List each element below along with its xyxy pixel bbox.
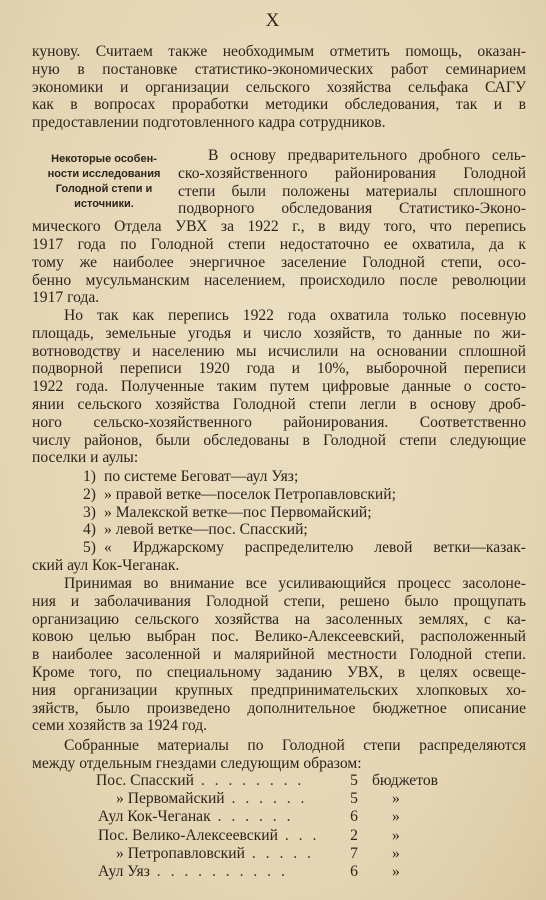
margin-note-line: Некоторые особен-	[51, 153, 157, 165]
budget-count: 5	[350, 790, 358, 808]
settlement-label: Аул Кок-Чеганак	[98, 808, 211, 826]
list-item-number: 3)	[83, 503, 96, 521]
table-row	[32, 827, 526, 845]
text-line: экономики и организации сельского хозяйства сельфака САГУ	[32, 78, 526, 96]
settlement-name	[32, 845, 336, 863]
budget-count: 6	[350, 863, 358, 881]
list-item-number: 4)	[83, 521, 96, 539]
budget-unit: бюджетов	[372, 772, 438, 789]
list-item	[32, 468, 526, 486]
leader-dots: . . . . .	[244, 844, 314, 862]
list-item	[32, 504, 526, 522]
paragraph-salinization	[32, 575, 526, 735]
text-line: как в вопросах проработки методики обследования, так и в	[32, 96, 526, 114]
settlement-name	[32, 790, 336, 808]
table-row	[32, 790, 526, 808]
page-number: X	[265, 10, 281, 31]
text-line: между отдельным гнездами следующим образом:	[32, 754, 362, 772]
intro-paragraph	[32, 43, 526, 132]
text-line: подворной переписи 1920 года и 10%, выборочной переписи	[32, 360, 526, 378]
list-item	[32, 539, 526, 557]
table-row	[32, 845, 526, 863]
text-line: янии сельского хозяйства Голодной степи легли в основу дроб-	[32, 395, 526, 413]
text-line: площадь, земельные угодья и число хозяйств, то данные по жи-	[32, 324, 526, 342]
budget-unit: »	[392, 826, 400, 844]
text-line: ния и заболачивания Голодной степи, решено было прощупать	[32, 592, 526, 610]
text-line: 1917 года.	[32, 289, 100, 307]
leader-dots: . . .	[277, 826, 320, 844]
budget-unit: »	[392, 808, 400, 826]
text-line: предоставлении подготовленного кадра сотрудников.	[32, 114, 386, 132]
settlement-label: Пос. Спасский	[96, 772, 194, 789]
text-line: поселки и аулы:	[32, 449, 139, 467]
text-line: Но так как перепись 1922 года охватила только посевную	[64, 307, 526, 324]
settlement-label: » Петропавловский	[116, 844, 245, 862]
leader-dots: . . . . . . . . . .	[149, 863, 288, 881]
text-line: числу районов, были обследованы в Голодной степи следующие	[32, 431, 526, 449]
list-item-number: 5)	[83, 539, 96, 557]
settlement-name	[32, 772, 336, 790]
list-item	[32, 521, 526, 539]
paragraph-census	[32, 307, 526, 467]
list-item-number: 1)	[83, 468, 96, 485]
text-line: ковою целью выбран пос. Велико-Алексеевский, расположенный	[32, 628, 526, 646]
text-line: мического Отдела УВХ за 1922 г., в виду того, что перепись	[32, 218, 526, 236]
list-item-text: » левой ветке—пос. Спасский;	[104, 521, 308, 539]
text-line: ния организации крупных предпринимательских хлопковых хо-	[32, 681, 526, 699]
text-line: В основу предварительного дробного сель-	[208, 147, 526, 164]
settlement-name	[32, 863, 336, 881]
budget-unit: »	[392, 863, 400, 881]
text-line: организацию сельского хозяйства на засоленных землях, с ка-	[32, 610, 526, 628]
text-line: 1917 года по Голодной степи недостаточно ее охватила, да к	[32, 235, 526, 253]
table-row	[32, 808, 526, 826]
text-line: ско-хозяйственного районирования Голодной	[178, 164, 526, 182]
budgets-table	[32, 772, 526, 881]
text-line: зяйств, было произведено дополнительное бюджетное описание	[32, 699, 526, 717]
budget-unit: »	[392, 790, 400, 808]
text-line: степи были положены материалы сплошного	[178, 182, 526, 200]
settlement-label: » Первомайский	[116, 790, 225, 808]
list-item-continuation: ский аул Кок-Чеганак.	[32, 556, 180, 574]
list-item-number: 2)	[83, 485, 96, 503]
text-line: Принимая во внимание все усиливающийся процесс засолоне-	[64, 575, 526, 592]
text-line: Кроме того, по специальному заданию УВХ, в целях освеще-	[32, 663, 526, 681]
table-row	[32, 863, 526, 881]
text-line: кунову. Считаем также необходимым отметить помощь, оказан-	[32, 43, 526, 60]
settlement-label: Аул Уяз	[98, 863, 150, 881]
text-line: тому же наиболее энергичное заселение Голодной степи, осо-	[32, 253, 526, 271]
table-row	[32, 772, 526, 790]
list-item-text: « Ирджарскому распределителю левой ветки—казак-	[104, 539, 526, 557]
leader-dots: . . . . . .	[210, 808, 294, 826]
settlement-name	[32, 808, 336, 826]
margin-note-line: ности исследования	[47, 168, 161, 180]
list-item-text: » правой ветке—поселок Петропавловский;	[104, 485, 396, 503]
text-line: Собранные материалы по Голодной степи распределяются	[64, 737, 526, 754]
budget-count: 6	[350, 808, 358, 826]
margin-note-line: Голодной степи и	[55, 183, 153, 195]
text-line: в наиболее засоленной и малярийной местности Голодной степи.	[32, 646, 526, 664]
text-line: вотноводству и населению мы исчислили на основании сплошной	[32, 342, 526, 360]
text-line: ного сельско-хозяйственного районирования. Соответственно	[32, 413, 526, 431]
list-item-text: по системе Беговат—аул Уяз;	[104, 468, 299, 485]
leader-dots: . . . . . . . .	[193, 772, 305, 789]
text-line: бенно мусульманским населением, происходило после революции	[32, 271, 526, 289]
list-item	[32, 486, 526, 504]
settlement-name	[32, 827, 336, 845]
budget-count: 2	[350, 826, 358, 844]
settlements-list	[32, 468, 526, 575]
paragraph-basis	[32, 147, 526, 307]
budget-count: 7	[350, 844, 358, 862]
text-line: семи хозяйств за 1924 год.	[32, 717, 208, 735]
text-line: подворного обследования Статистико-Эконо-	[178, 200, 526, 218]
paragraph-distribution	[32, 737, 526, 773]
settlement-label: Пос. Велико-Алексеевский	[98, 826, 278, 844]
leader-dots: . . . . . .	[224, 790, 308, 808]
budget-unit: »	[392, 844, 400, 862]
margin-note-line: источники.	[74, 198, 134, 210]
budget-count: 5	[350, 772, 358, 789]
text-line: ную в постановке статистико-экономических работ семинарием	[32, 60, 526, 78]
list-item-text: » Малекской ветке—пос Первомайский;	[104, 503, 372, 521]
text-line: 1922 года. Полученные таким путем цифровые данные о состо-	[32, 378, 526, 396]
